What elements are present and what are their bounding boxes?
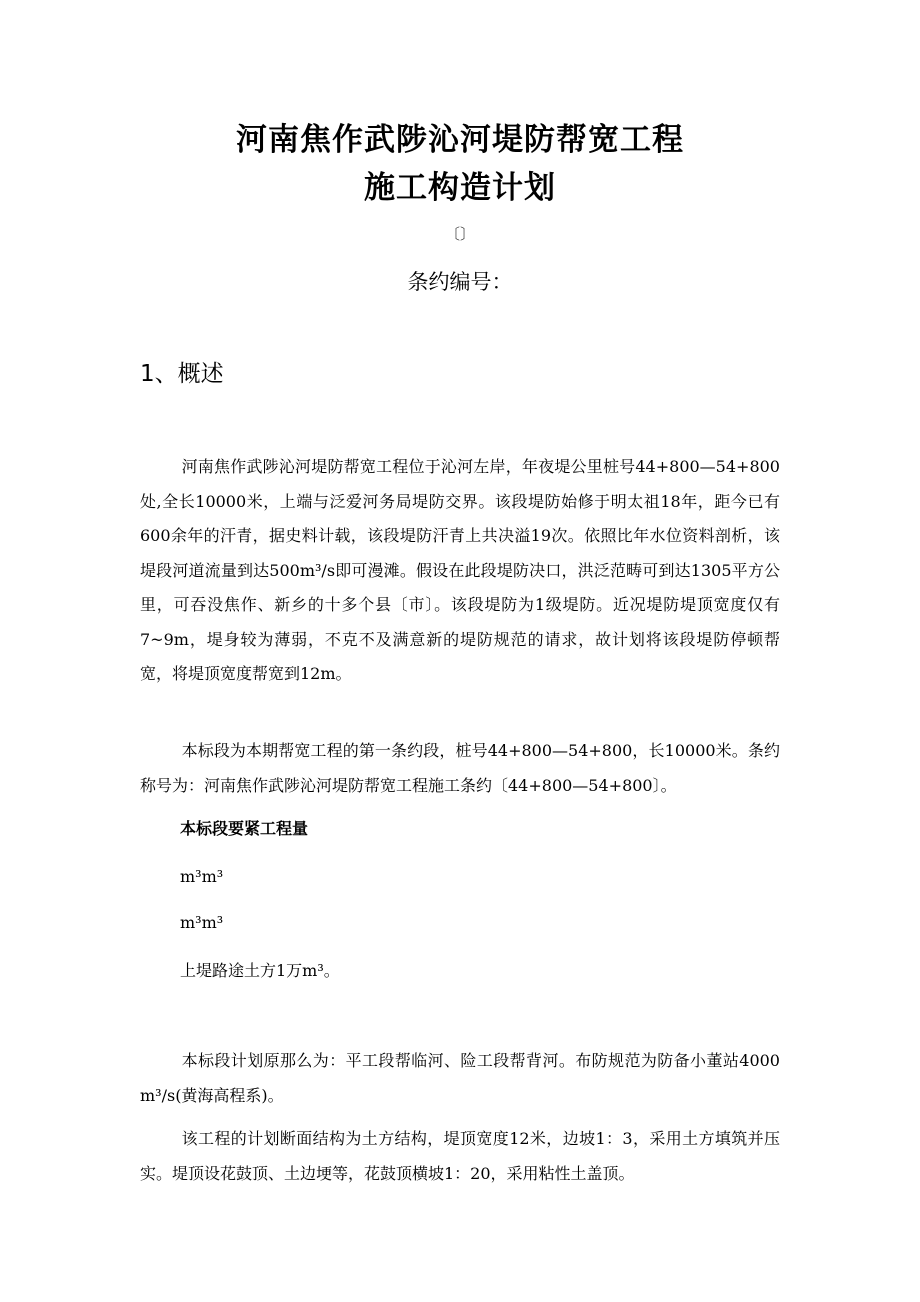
document-title-line1: 河南焦作武陟沁河堤防帮宽工程 — [236, 122, 684, 158]
quantity-line-2: m³m³ — [180, 913, 224, 932]
overview-paragraph-1: 河南焦作武陟沁河堤防帮宽工程位于沁河左岸，年夜堤公里桩号44+800—54+800处,全长10000米，上端与泛爱河务局堤防交界。该段堤防始修于明太祖18年，距今已有600余年的汗青，据史料计载，该段堤防汗青上共决溢19次。依照比年水位资料剖析，该堤段河道流量到达500m³/s即可漫滩。假设在此段堤防决口，洪泛范畴可到达1305平方公里，可吞没焦作、新乡的十多个县〔市〕。该段堤防为1级堤防。近况堤防堤顶宽度仅有7~9m，堤身较为薄弱，不克不及满意新的堤防规范的请求，故计划将该段堤防停顿帮宽，将堤顶宽度帮宽到12m。 — [140, 457, 780, 683]
quantity-line-3: 上堤路途土方1万m³。 — [180, 961, 340, 980]
document-title-line2: 施工构造计划 — [364, 170, 556, 206]
main-quantities-subheading: 本标段要紧工程量 — [180, 819, 309, 838]
title-parenthetical: 〔〕 — [444, 225, 475, 243]
cross-section-paragraph: 该工程的计划断面结构为土方结构，堤顶宽度12米，边坡1：3，采用土方填筑并压实。堤顶设花鼓顶、土边埂等，花鼓顶横坡1：20，采用粘性土盖顶。 — [140, 1129, 780, 1183]
contract-number-label: 条约编号： — [407, 270, 513, 294]
section-heading-overview: 1、概述 — [140, 361, 224, 387]
quantity-line-1: m³m³ — [180, 867, 224, 886]
overview-paragraph-2: 本标段为本期帮宽工程的第一条约段，桩号44+800—54+800，长10000米。条约称号为：河南焦作武陟沁河堤防帮宽工程施工条约〔44+800—54+800〕。 — [140, 741, 780, 795]
design-principle-paragraph: 本标段计划原那么为：平工段帮临河、险工段帮背河。布防规范为防备小董站4000 m³/s(黄海高程系)。 — [140, 1051, 780, 1105]
